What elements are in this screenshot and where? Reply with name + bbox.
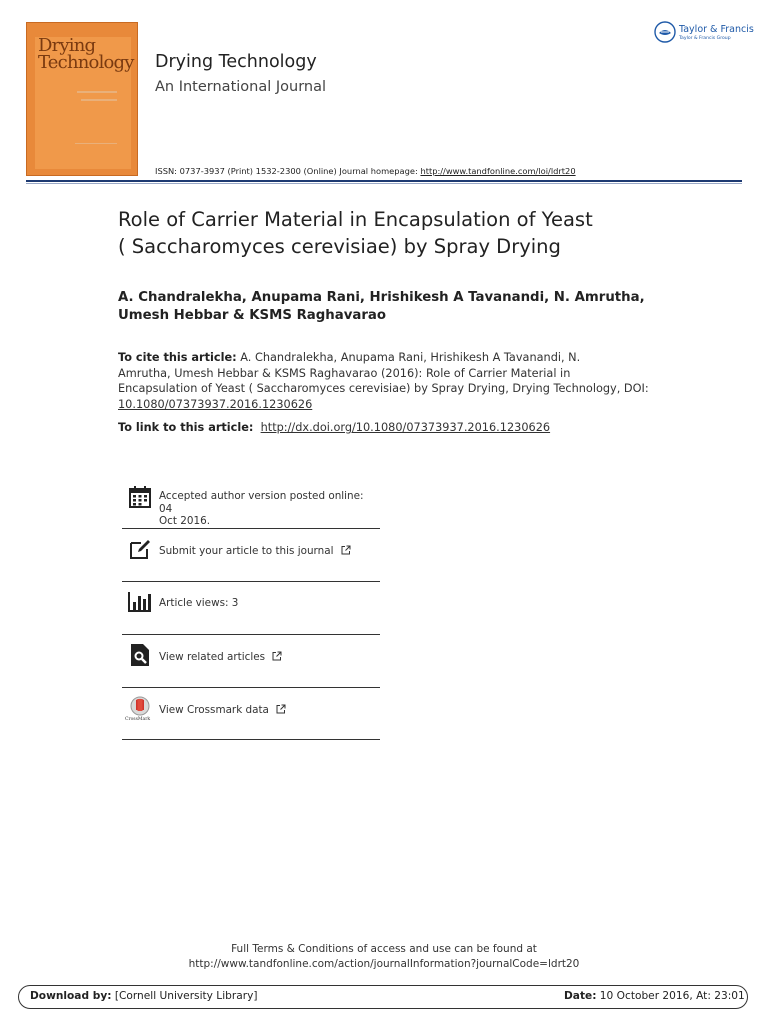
issn-line (155, 166, 576, 176)
citation-label: To cite this article: (118, 351, 237, 364)
external-link-icon (341, 545, 351, 555)
citation-doi-link[interactable]: 10.1080/07373937.2016.1230626 (118, 397, 313, 411)
terms-url-link[interactable]: http://www.tandfonline.com/action/journalInformation?journalCode=ldrt20 (188, 958, 580, 970)
cover-decoration (81, 99, 117, 101)
cover-decoration (77, 91, 117, 93)
link-label: To link to this article: (118, 421, 254, 434)
related-articles-link[interactable] (122, 643, 380, 679)
download-date (564, 990, 745, 1002)
info-divider (122, 528, 380, 529)
citation-line1 (118, 350, 653, 366)
article-link-line (118, 421, 550, 434)
cover-title (38, 37, 134, 71)
footer-terms (0, 942, 768, 972)
accepted-version-item (122, 485, 380, 525)
accepted-version-text (159, 490, 380, 528)
info-divider (122, 687, 380, 688)
crossmark-caption: CrossMark (125, 717, 151, 722)
download-label: Download by: (30, 990, 112, 1002)
crossmark-text (159, 704, 286, 717)
calendar-icon (128, 485, 152, 509)
document-search-icon (128, 643, 152, 667)
info-divider (122, 581, 380, 582)
cover-title-line1: Drying (38, 35, 96, 56)
citation-block (118, 350, 653, 412)
submit-article-text (159, 545, 351, 558)
bar-chart-icon (128, 590, 152, 614)
publisher-name: Taylor & Francis (679, 24, 754, 35)
info-divider (122, 634, 380, 635)
publisher-group: Taylor & Francis Group (679, 36, 731, 41)
journal-cover-image (26, 22, 138, 176)
journal-subtitle: An International Journal (155, 79, 327, 95)
article-title (118, 206, 678, 260)
info-divider (122, 739, 380, 740)
taylor-francis-logo-icon (654, 21, 676, 43)
article-views-text: Article views: 3 (159, 597, 239, 609)
submit-label: Submit your article to this journal (159, 545, 334, 557)
terms-line1: Full Terms & Conditions of access and use can be found at (231, 943, 537, 955)
article-title-line1: Role of Carrier Material in Encapsulation of Yeast (118, 208, 593, 231)
related-articles-text (159, 651, 282, 664)
accepted-line1: Accepted author version posted online: 04 (159, 490, 364, 515)
crossmark-link[interactable] (122, 696, 380, 732)
edit-pencil-icon (128, 537, 152, 561)
header-divider-thin (26, 183, 742, 184)
external-link-icon (272, 651, 282, 661)
date-value: 10 October 2016, At: 23:01 (596, 990, 745, 1002)
article-views-item (122, 590, 380, 626)
header-divider (26, 180, 742, 182)
download-value: [Cornell University Library] (111, 990, 258, 1002)
cover-title-line2: Technology (38, 52, 134, 73)
journal-title: Drying Technology (155, 52, 317, 72)
date-label: Date: (564, 990, 597, 1002)
journal-homepage-link[interactable]: http://www.tandfonline.com/loi/ldrt20 (420, 166, 576, 176)
citation-text-1: A. Chandralekha, Anupama Rani, Hrishikesh A Tavanandi, N. (236, 351, 581, 364)
issn-text: ISSN: 0737-3937 (Print) 1532-2300 (Online) Journal homepage: (155, 166, 418, 176)
external-link-icon (276, 704, 286, 714)
article-authors (118, 289, 658, 325)
cover-decoration (75, 143, 117, 144)
authors-line2: Umesh Hebbar & KSMS Raghavarao (118, 308, 387, 323)
authors-line1: A. Chandralekha, Anupama Rani, Hrishikesh A Tavanandi, N. Amrutha, (118, 290, 645, 305)
related-label: View related articles (159, 651, 266, 663)
article-doi-url-link[interactable]: http://dx.doi.org/10.1080/07373937.2016.1230626 (260, 421, 551, 434)
accepted-line2: Oct 2016. (159, 515, 211, 527)
submit-article-link[interactable] (122, 537, 380, 573)
crossmark-label: View Crossmark data (159, 704, 269, 716)
citation-line3: Encapsulation of Yeast ( Saccharomyces cerevisiae) by Spray Drying, Drying Technology, DOI: (118, 382, 649, 395)
download-by (30, 990, 258, 1002)
citation-line2: Amrutha, Umesh Hebbar & KSMS Raghavarao (2016): Role of Carrier Material in (118, 366, 571, 380)
article-title-line2: ( Saccharomyces cerevisiae) by Spray Drying (118, 235, 561, 258)
